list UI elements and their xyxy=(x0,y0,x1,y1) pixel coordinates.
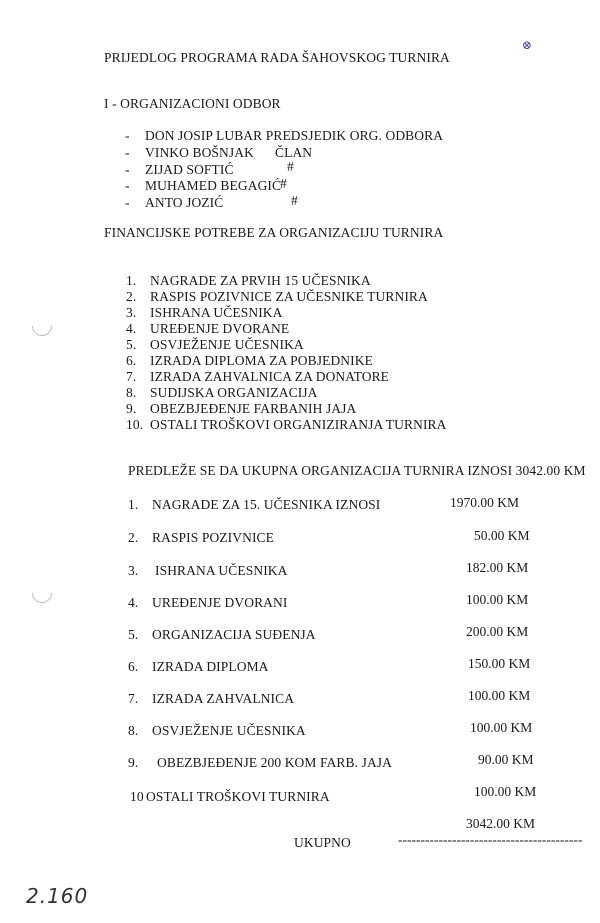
total-amount: 3042.00 KM xyxy=(466,816,536,831)
cost-amount: 1970.00 KM xyxy=(450,495,520,510)
cost-label: ISHRANA UČESNIKA xyxy=(155,563,288,578)
list-item: SUDIJSKA ORGANIZACIJA xyxy=(150,385,318,400)
cost-amount: 100.00 KM xyxy=(474,784,537,799)
member-bullet: - xyxy=(125,145,130,160)
punch-hole xyxy=(28,579,56,607)
cost-amount: 50.00 KM xyxy=(474,528,530,543)
member-name: DON JOSIP LUBAR PREDSJEDIK ORG. ODBORA xyxy=(145,128,444,143)
cost-amount: 182.00 KM xyxy=(466,560,529,575)
member-name: ZIJAD SOFTIĆ xyxy=(145,162,234,177)
list-number: 4. xyxy=(126,321,137,336)
cost-amount: 150.00 KM xyxy=(468,656,531,671)
list-number: 9. xyxy=(126,401,137,416)
total-label: UKUPNO xyxy=(294,835,351,850)
member-name: ANTO JOZIĆ xyxy=(145,195,224,210)
cost-label: RASPIS POZIVNICE xyxy=(152,530,274,545)
cost-amount: 90.00 KM xyxy=(478,752,534,767)
member-role: # xyxy=(287,159,294,174)
cost-label: UREĐENJE DVORANI xyxy=(152,595,288,610)
member-name: VINKO BOŠNJAK xyxy=(145,145,254,160)
cost-amount: 200.00 KM xyxy=(466,624,529,639)
cost-number: 4. xyxy=(128,595,139,610)
cost-number: 3. xyxy=(128,563,139,578)
member-role: ČLAN xyxy=(275,145,313,160)
list-number: 7. xyxy=(126,369,137,384)
member-role: # xyxy=(291,193,298,208)
cost-number: 9. xyxy=(128,755,139,770)
list-number: 8. xyxy=(126,385,137,400)
total-underline: ----------------------------------------- xyxy=(398,832,583,847)
list-number: 5. xyxy=(126,337,137,352)
cost-amount: 100.00 KM xyxy=(466,592,529,607)
member-bullet: - xyxy=(125,195,130,210)
cost-label: ORGANIZACIJA SUĐENJA xyxy=(152,627,316,642)
list-item: RASPIS POZIVNICE ZA UČESNIKE TURNIRA xyxy=(150,289,428,304)
cost-label: OBEZBJEĐENJE 200 KOM FARB. JAJA xyxy=(157,755,392,770)
section-heading-organizacioni-odbor: I - ORGANIZACIONI ODBOR xyxy=(104,96,281,111)
member-bullet: - xyxy=(125,162,130,177)
cost-number: 8. xyxy=(128,723,139,738)
handwritten-note: 2.160 xyxy=(26,884,89,908)
cost-amount: 100.00 KM xyxy=(470,720,533,735)
cost-number: 7. xyxy=(128,691,139,706)
member-bullet: - xyxy=(125,128,130,143)
member-role: # xyxy=(280,176,287,191)
list-number: 10. xyxy=(126,417,144,432)
member-name: MUHAMED BEGAGIĆ xyxy=(145,178,282,193)
document-title: PRIJEDLOG PROGRAMA RADA ŠAHOVSKOG TURNIRA xyxy=(104,50,450,65)
list-item: OBEZBJEĐENJE FARBANIH JAJA xyxy=(150,401,357,416)
list-number: 2. xyxy=(126,289,137,304)
list-item: OSTALI TROŠKOVI ORGANIZIRANJA TURNIRA xyxy=(150,417,447,432)
list-item: UREĐENJE DVORANE xyxy=(150,321,290,336)
cost-label: NAGRADE ZA 15. UČESNIKA IZNOSI xyxy=(152,497,381,512)
list-number: 6. xyxy=(126,353,137,368)
cost-label: OSVJEŽENJE UČESNIKA xyxy=(152,723,306,738)
cost-number: 1. xyxy=(128,497,139,512)
cost-label: IZRADA ZAHVALNICA xyxy=(152,691,295,706)
list-number: 1. xyxy=(126,273,137,288)
cost-number: 10 xyxy=(130,789,144,804)
list-item: NAGRADE ZA PRVIH 15 UČESNIKA xyxy=(150,273,371,288)
list-item: OSVJEŽENJE UČESNIKA xyxy=(150,337,304,352)
total-intro: PREDLEŽE SE DA UKUPNA ORGANIZACIJA TURNIRA IZNOSI 3042.00 KM xyxy=(128,463,586,478)
list-number: 3. xyxy=(126,305,137,320)
punch-hole xyxy=(28,312,56,340)
section-heading-financijske-potrebe: FINANCIJSKE POTREBE ZA ORGANIZACIJU TURNIRA xyxy=(104,225,444,240)
cost-amount: 100.00 KM xyxy=(468,688,531,703)
cost-label: IZRADA DIPLOMA xyxy=(152,659,269,674)
list-item: IZRADA DIPLOMA ZA POBJEDNIKE xyxy=(150,353,373,368)
member-bullet: - xyxy=(125,178,130,193)
cost-number: 2. xyxy=(128,530,139,545)
cost-number: 6. xyxy=(128,659,139,674)
list-item: IZRADA ZAHVALNICA ZA DONATORE xyxy=(150,369,390,384)
cost-label: OSTALI TROŠKOVI TURNIRA xyxy=(146,789,330,804)
list-item: ISHRANA UČESNIKA xyxy=(150,305,283,320)
ink-mark: ⊗ xyxy=(522,38,533,52)
cost-number: 5. xyxy=(128,627,139,642)
